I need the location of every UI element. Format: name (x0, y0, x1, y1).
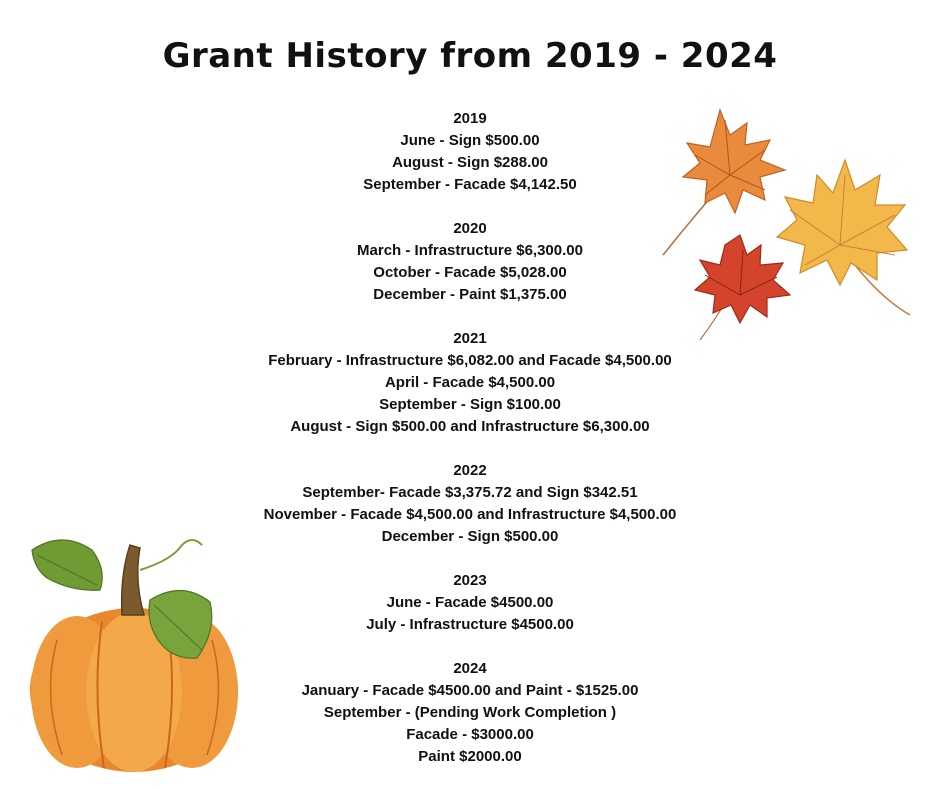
grant-entry: June - Sign $500.00 (400, 132, 540, 149)
grant-entry: December - Paint $1,375.00 (373, 286, 567, 303)
grant-entry: February - Infrastructure $6,082.00 and Facade $4,500.00 (268, 352, 672, 369)
grant-entry: September - Facade $4,142.50 (363, 176, 577, 193)
year-heading: 2022 (453, 462, 487, 479)
grant-entry: January - Facade $4500.00 and Paint - $1525.00 (301, 682, 639, 699)
grant-entry: August - Sign $500.00 and Infrastructure $6,300.00 (290, 418, 650, 435)
year-heading: 2023 (453, 572, 487, 589)
year-heading: 2019 (453, 110, 487, 127)
grant-entry: September - Sign $100.00 (379, 396, 561, 413)
grant-entry: August - Sign $288.00 (392, 154, 548, 171)
grant-entry: June - Facade $4500.00 (386, 594, 554, 611)
grant-entry: September- Facade $3,375.72 and Sign $342.51 (302, 484, 638, 501)
year-heading: 2020 (453, 220, 487, 237)
grant-entry: April - Facade $4,500.00 (384, 374, 556, 391)
year-heading: 2021 (453, 330, 487, 347)
grant-entry: September - (Pending Work Completion ) (323, 704, 617, 721)
autumn-leaves-icon (655, 105, 915, 345)
grant-entry: November - Facade $4,500.00 and Infrastructure $4,500.00 (263, 506, 677, 523)
page-title: Grant History from 2019 - 2024 (162, 36, 778, 76)
grant-entry: March - Infrastructure $6,300.00 (357, 242, 583, 259)
grant-entry: Paint $2000.00 (418, 748, 522, 765)
pumpkin-icon (22, 530, 247, 780)
grant-entry: July - Infrastructure $4500.00 (366, 616, 574, 633)
grant-entry: October - Facade $5,028.00 (373, 264, 567, 281)
grant-entry: December - Sign $500.00 (381, 528, 559, 545)
year-heading: 2024 (453, 660, 487, 677)
grant-entry: Facade - $3000.00 (406, 726, 534, 743)
